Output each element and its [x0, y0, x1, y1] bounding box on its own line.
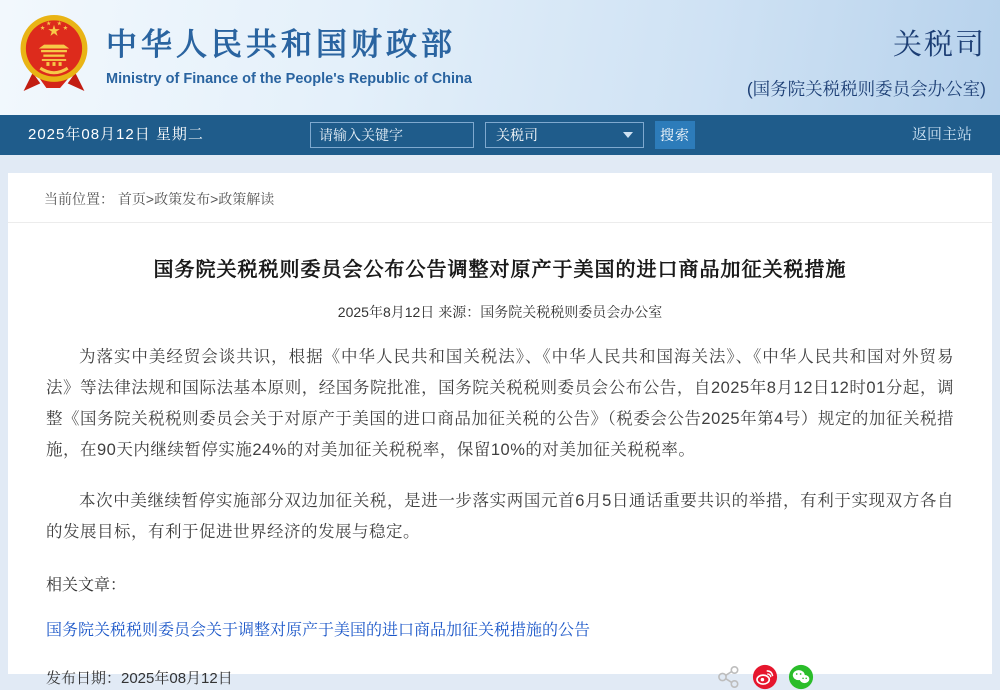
search-scope-dropdown[interactable] [485, 122, 644, 148]
article-footer [46, 664, 954, 690]
article-meta: 2025年8月12日 来源：国务院关税税则委员会办公室 [337, 304, 663, 320]
breadcrumb-home[interactable]: 首页 [117, 191, 146, 207]
article-title: 国务院关税税则委员会公布公告调整对原产于美国的进口商品加征关税措施 [153, 259, 847, 281]
breadcrumb-label: 当前位置： [44, 191, 114, 207]
article-paragraph: 本次中美继续暂停实施部分双边加征关税，是进一步落实两国元首6月5日通话重要共识的举措，有利于实现双方各自的发展目标，有利于促进世界经济的发展与稳定。 [46, 492, 954, 541]
search-button[interactable]: 搜索 [655, 121, 695, 149]
site-brand[interactable] [16, 10, 472, 96]
share-buttons [716, 664, 954, 690]
return-home-link[interactable]: 返回主站 [911, 126, 972, 143]
department-subtitle: (国务院关税税则委员会办公室) [746, 79, 986, 99]
wechat-share-icon[interactable] [788, 664, 814, 690]
breadcrumb-separator: > [210, 191, 219, 207]
search-scope-value: 关税司 [496, 127, 538, 143]
article-body [8, 342, 992, 548]
breadcrumb-policy-interpretation[interactable]: 政策解读 [218, 191, 275, 207]
content-panel [8, 173, 992, 687]
search-input[interactable] [310, 122, 474, 148]
brand-text [106, 19, 472, 87]
publish-date: 发布日期：2025年08月12日 [46, 669, 233, 687]
breadcrumb-separator: > [145, 191, 155, 207]
share-icon[interactable] [716, 664, 742, 690]
article-paragraph: 为落实中美经贸会谈共识，根据《中华人民共和国关税法》、《中华人民共和国海关法》、《中华人民共和国对外贸易法》等法律法规和国际法基本原则，经国务院批准，国务院关税税则委员会公布公告，自2025年8月12日12时01分起，调整《国务院关税税则委员会关于对原产于美国的进口商品加征关税的公告》（税委会公告2025年第4号）规定的加征关税措施，在90天内继续暂停实施24%的对美加征关税税率，保留10%的对美加征关税税率。 [46, 348, 954, 459]
chevron-down-icon [623, 132, 633, 138]
breadcrumb-policy-release[interactable]: 政策发布 [154, 191, 211, 207]
site-title-en: Ministry of Finance of the People's Republic of China [106, 71, 472, 87]
navbar [0, 115, 1000, 155]
related-articles-label: 相关文章： [46, 577, 127, 594]
department-banner [747, 28, 986, 101]
weibo-share-icon[interactable] [752, 664, 778, 690]
site-title-zh: 中华人民共和国财政部 [106, 27, 456, 62]
breadcrumb [8, 173, 992, 223]
national-emblem-icon [16, 10, 92, 96]
related-article-link[interactable]: 国务院关税税则委员会关于调整对原产于美国的进口商品加征关税措施的公告 [46, 622, 591, 639]
department-title: 关税司 [892, 29, 986, 61]
site-header [0, 0, 1000, 115]
current-date: 2025年08月12日 星期二 [28, 126, 204, 143]
